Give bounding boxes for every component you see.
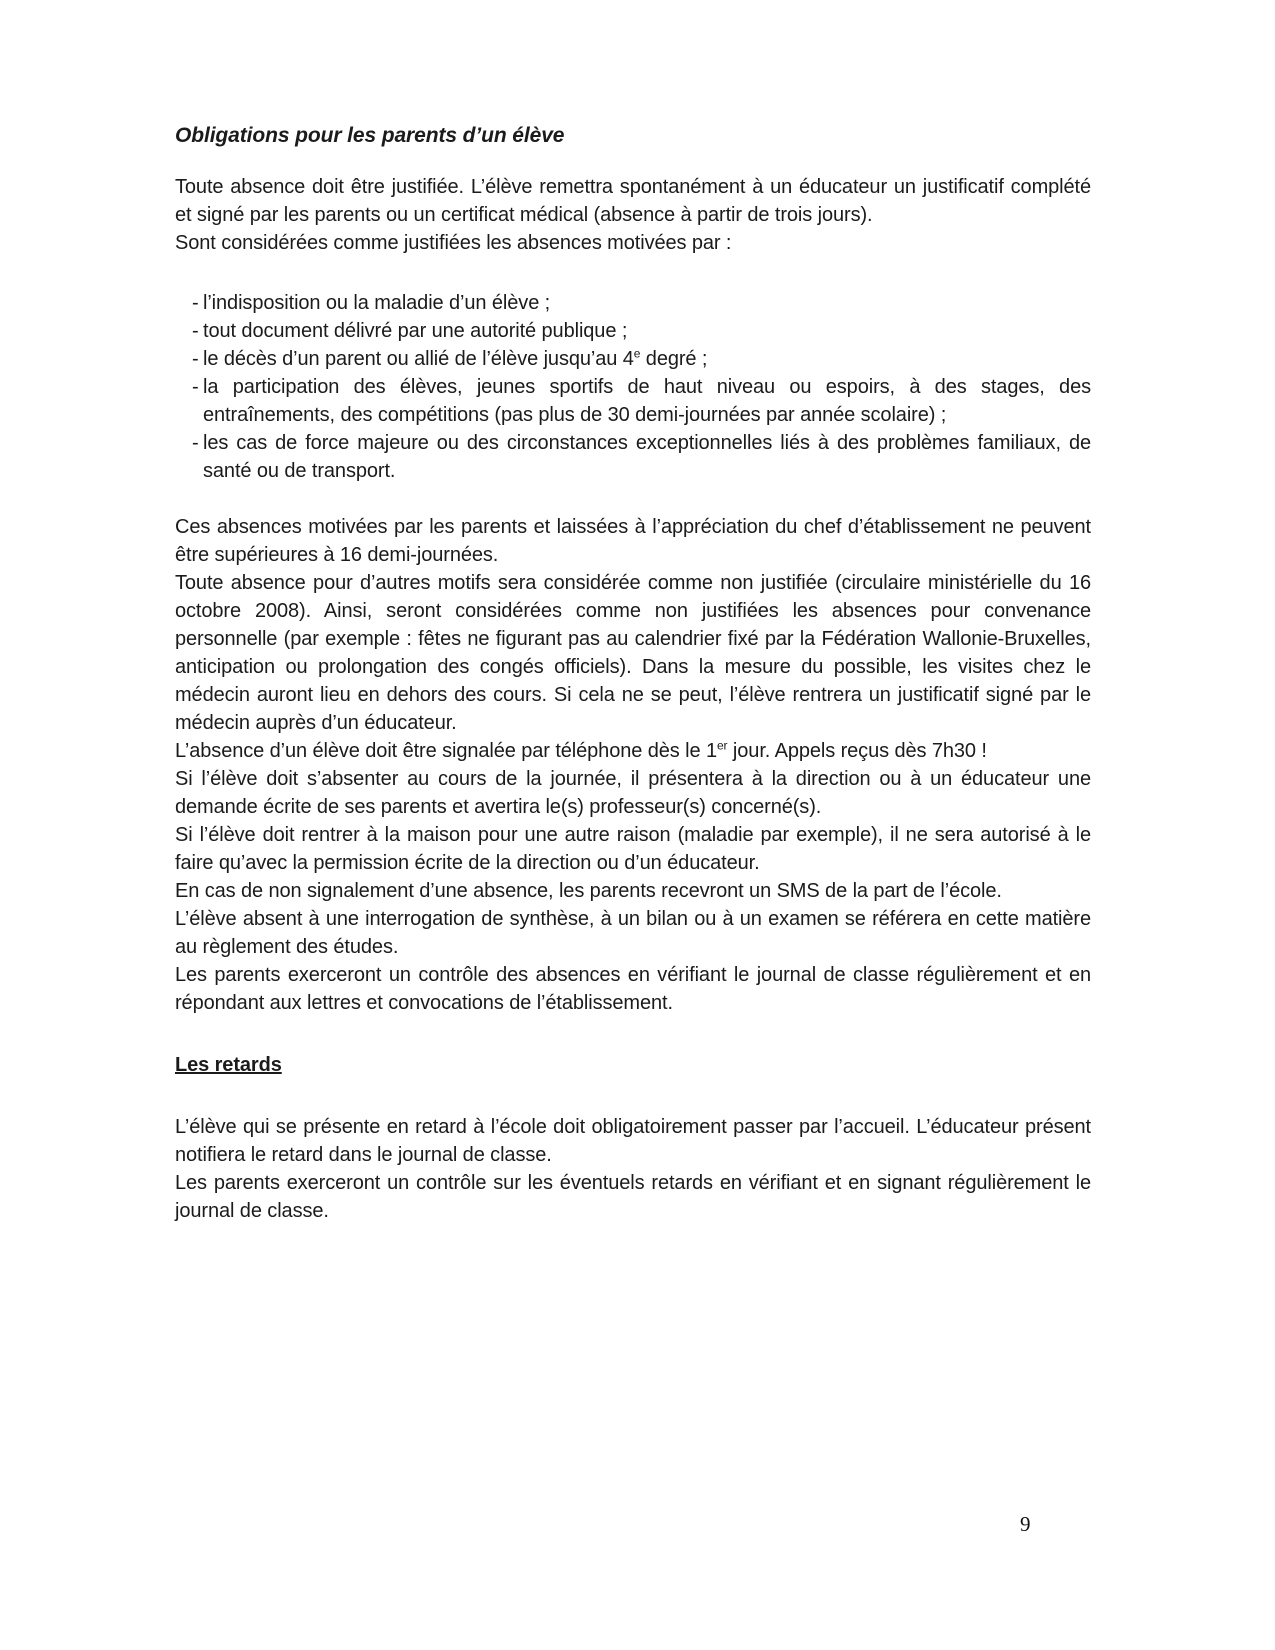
paragraph-absence-justifiee: Toute absence doit être justifiée. L’élève remettra spontanément à un éducateur un justificatif complété et signé par les parents ou un certificat médical (absence à partir de trois jours). <box>175 176 1091 226</box>
section-heading-retards: Les retards <box>175 1054 282 1076</box>
list-item-text: la participation des élèves, jeunes sportifs de haut niveau ou espoirs, à des stages, des entraînements, des compétitions (pas plus de 30 demi-journées par année scolaire) ; <box>203 376 1091 426</box>
paragraph-ces-absences: Ces absences motivées par les parents et laissées à l’appréciation du chef d’établissement ne peuvent être supérieures à 16 demi-journées. <box>175 516 1091 566</box>
list-item-text: l’indisposition ou la maladie d’un élève ; <box>203 292 551 314</box>
paragraph-sms: En cas de non signalement d’une absence, les parents recevront un SMS de la part de l’école. <box>175 880 1002 902</box>
paragraph-absence-signalee <box>175 737 1091 765</box>
page-number: 9 <box>1020 1512 1031 1536</box>
absence-reasons-list <box>175 289 1091 485</box>
list-item-text: tout document délivré par une autorité publique ; <box>203 320 628 342</box>
list-item-deces <box>175 345 1091 373</box>
dash-bullet: - <box>192 292 199 314</box>
paragraph-group-retards <box>175 1113 1091 1225</box>
dash-bullet: - <box>192 376 199 398</box>
superscript-e: e <box>633 346 641 361</box>
list-item-participation-sportifs <box>175 373 1091 429</box>
dash-bullet: - <box>192 432 199 454</box>
paragraph-text: jour. Appels reçus dès 7h30 ! <box>727 740 987 762</box>
paragraph-interrogation: L’élève absent à une interrogation de synthèse, à un bilan ou à un examen se référera en cette matière au règlement des études. <box>175 908 1091 958</box>
list-item-text: le décès d’un parent ou allié de l’élève jusqu’au 4 <box>203 348 634 370</box>
paragraph-retards-controle: Les parents exerceront un contrôle sur les éventuels retards en vérifiant et en signant régulièrement le journal de classe. <box>175 1172 1091 1222</box>
paragraph-controle-absences: Les parents exerceront un contrôle des absences en vérifiant le journal de classe régulièrement et en répondant aux lettres et convocations de l’établissement. <box>175 964 1091 1014</box>
list-item-text: degré ; <box>640 348 708 370</box>
list-item-force-majeure <box>175 429 1091 485</box>
document-content <box>175 122 1091 1225</box>
dash-bullet: - <box>192 320 199 342</box>
paragraph-retard-accueil: L’élève qui se présente en retard à l’école doit obligatoirement passer par l’accueil. L’éducateur présent notifiera le retard dans le journal de classe. <box>175 1116 1091 1166</box>
list-item-text: les cas de force majeure ou des circonstances exceptionnelles liés à des problèmes familiaux, de santé ou de transport. <box>203 432 1091 482</box>
paragraph-sabsenter: Si l’élève doit s’absenter au cours de la journée, il présentera à la direction ou à un éducateur une demande écrite de ses parents et avertira le(s) professeur(s) concerné(s). <box>175 768 1091 818</box>
section-heading-obligations: Obligations pour les parents d’un élève <box>175 124 565 147</box>
list-item-indisposition <box>175 289 1091 317</box>
list-item-document-autorite <box>175 317 1091 345</box>
paragraph-autres-motifs: Toute absence pour d’autres motifs sera considérée comme non justifiée (circulaire ministérielle du 16 octobre 2008). Ainsi, seront considérées comme non justifiées les absences pour convenance personnelle (par exemple : fêtes ne figurant pas au calendrier fixé par la Fédération Wallonie-Bruxelles, anticipation ou prolongation des congés officiels). Dans la mesure du possible, les visites chez le médecin auront lieu en dehors des cours. Si cela ne se peut, l’élève rentrera un justificatif signé par le médecin auprès d’un éducateur. <box>175 572 1091 734</box>
paragraph-absences-motivees-intro: Sont considérées comme justifiées les absences motivées par : <box>175 232 732 254</box>
paragraph-rentrer-maison: Si l’élève doit rentrer à la maison pour une autre raison (maladie par exemple), il ne sera autorisé à le faire qu’avec la permission écrite de la direction ou d’un éducateur. <box>175 824 1091 874</box>
paragraph-group-non-justifiees <box>175 569 1091 821</box>
paragraph-group-rentrer-maison <box>175 821 1091 905</box>
dash-bullet: - <box>192 348 199 370</box>
paragraph-text: L’absence d’un élève doit être signalée par téléphone dès le 1 <box>175 740 717 762</box>
superscript-er: er <box>716 738 728 753</box>
